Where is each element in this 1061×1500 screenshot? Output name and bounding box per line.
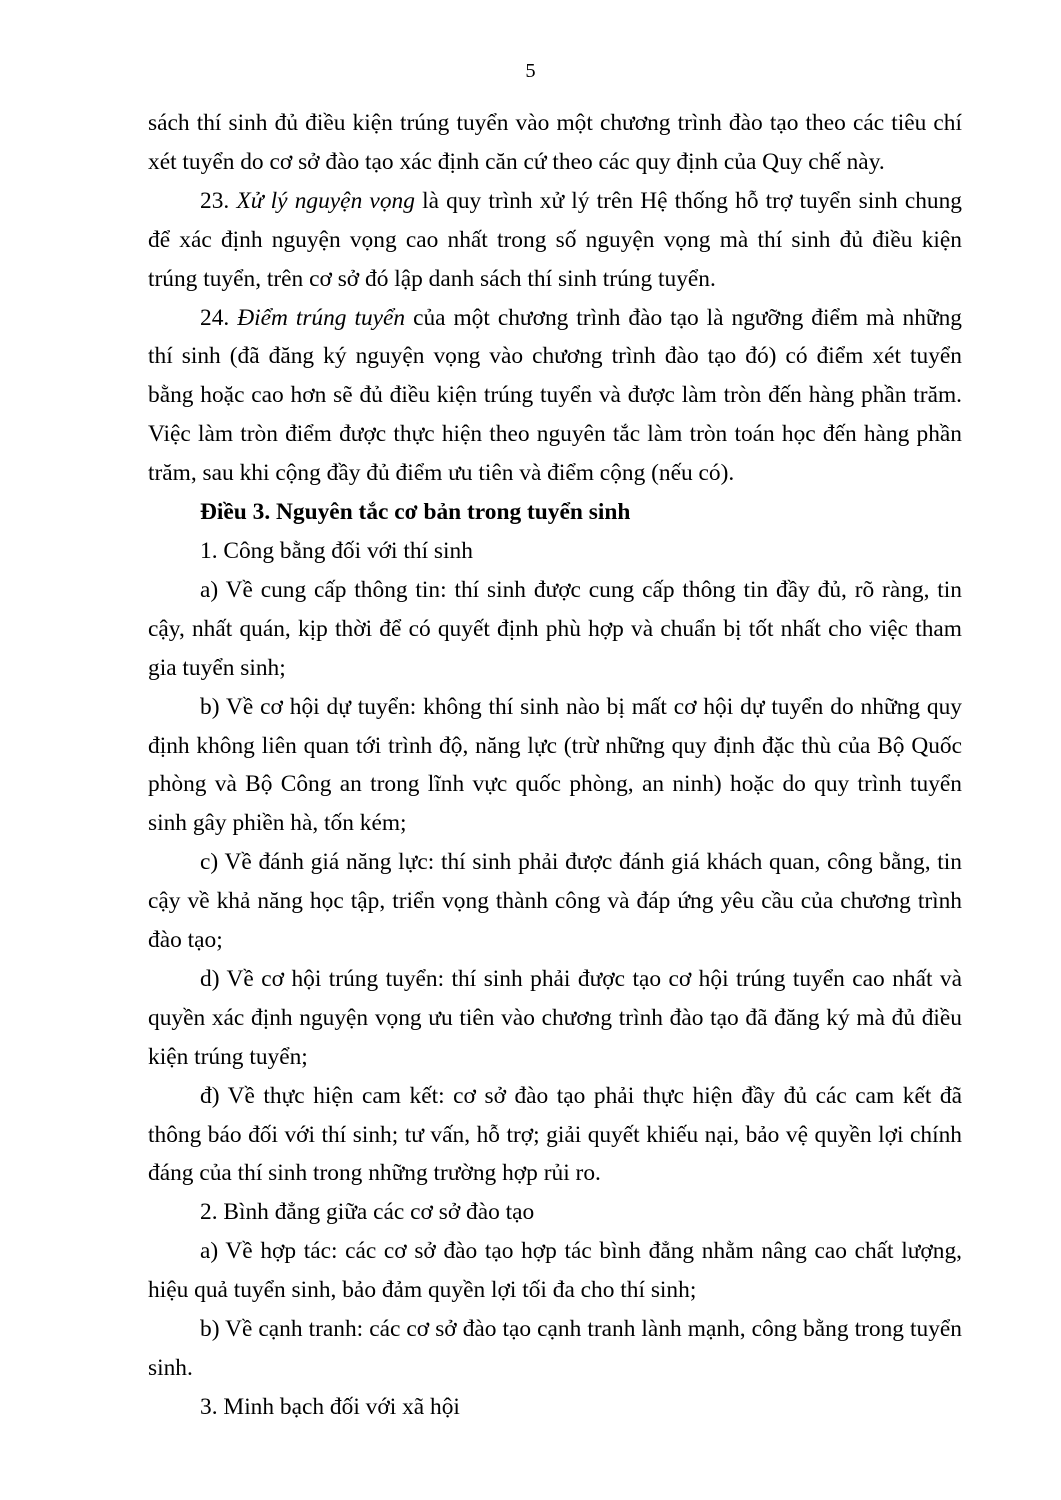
defined-term-xu-ly-nguyen-vong: Xử lý nguyện vọng — [236, 187, 415, 214]
document-body — [148, 104, 962, 1427]
clause-1: 1. Công bằng đối với thí sinh — [200, 537, 473, 564]
subclause-1dd: đ) Về thực hiện cam kết: cơ sở đào tạo phải thực hiện đầy đủ các cam kết đã thông báo đối với thí sinh; tư vấn, hỗ trợ; giải quyết khiếu nại, bảo vệ quyền lợi chính đáng của thí sinh trong những trường hợp rủi ro. — [148, 1082, 962, 1187]
paragraph-item-23 — [148, 182, 962, 299]
heading-dieu-3: Điều 3. Nguyên tắc cơ bản trong tuyển sinh — [200, 499, 631, 526]
paragraph-continued: sách thí sinh đủ điều kiện trúng tuyển vào một chương trình đào tạo theo các tiêu chí xét tuyển do cơ sở đào tạo xác định căn cứ theo các quy định của Quy chế này. — [148, 110, 962, 175]
subclause-1c: c) Về đánh giá năng lực: thí sinh phải được đánh giá khách quan, công bằng, tin cậy về khả năng học tập, triển vọng thành công và đáp ứng yêu cầu của chương trình đào tạo; — [148, 849, 962, 954]
defined-term-diem-trung-tuyen: Điểm trúng tuyển — [237, 304, 406, 331]
page-number: 5 — [525, 60, 536, 82]
item-24-text: của một chương trình đào tạo là ngưỡng điểm mà những thí sinh (đã đăng ký nguyện vọng vào chương trình đào tạo đó) có điểm xét tuyển bằng hoặc cao hơn sẽ đủ điều kiện trúng tuyển và được làm tròn đến hàng phần trăm. Việc làm tròn điểm được thực hiện theo nguyên tắc làm tròn toán học đến hàng phần trăm, sau khi cộng đầy đủ điểm ưu tiên và điểm cộng (nếu có). — [148, 304, 962, 487]
subclause-2a: a) Về hợp tác: các cơ sở đào tạo hợp tác bình đẳng nhằm nâng cao chất lượng, hiệu quả tuyển sinh, bảo đảm quyền lợi tối đa cho thí sinh; — [148, 1238, 962, 1304]
clause-2: 2. Bình đẳng giữa các cơ sở đào tạo — [200, 1199, 535, 1226]
item-number-23: 23. — [200, 187, 230, 214]
clause-3: 3. Minh bạch đối với xã hội — [200, 1393, 460, 1420]
subclause-1b: b) Về cơ hội dự tuyển: không thí sinh nào bị mất cơ hội dự tuyển do những quy định không liên quan tới trình độ, năng lực (trừ những quy định đặc thù của Bộ Quốc phòng và Bộ Công an trong lĩnh vực quốc phòng, an ninh) hoặc do quy trình tuyển sinh gây phiền hà, tốn kém; — [148, 693, 962, 837]
subclause-2b: b) Về cạnh tranh: các cơ sở đào tạo cạnh tranh lành mạnh, công bằng trong tuyển sinh. — [148, 1316, 962, 1381]
subclause-1d: d) Về cơ hội trúng tuyển: thí sinh phải được tạo cơ hội trúng tuyển cao nhất và quyền xác định nguyện vọng ưu tiên vào chương trình đào tạo đã đăng ký mà đủ điều kiện trúng tuyển; — [148, 965, 962, 1070]
subclause-1a: a) Về cung cấp thông tin: thí sinh được cung cấp thông tin đầy đủ, rõ ràng, tin cậy, nhất quán, kịp thời để có quyết định phù hợp và chuẩn bị tốt nhất cho việc tham gia tuyển sinh; — [148, 576, 962, 681]
item-23-text: là quy trình xử lý trên Hệ thống hỗ trợ tuyển sinh chung để xác định nguyện vọng cao nhất trong số nguyện vọng mà thí sinh đủ điều kiện trúng tuyển, trên cơ sở đó lập danh sách thí sinh trúng tuyển. — [148, 187, 962, 292]
paragraph-item-24 — [148, 299, 962, 494]
item-number-24: 24. — [200, 304, 230, 331]
